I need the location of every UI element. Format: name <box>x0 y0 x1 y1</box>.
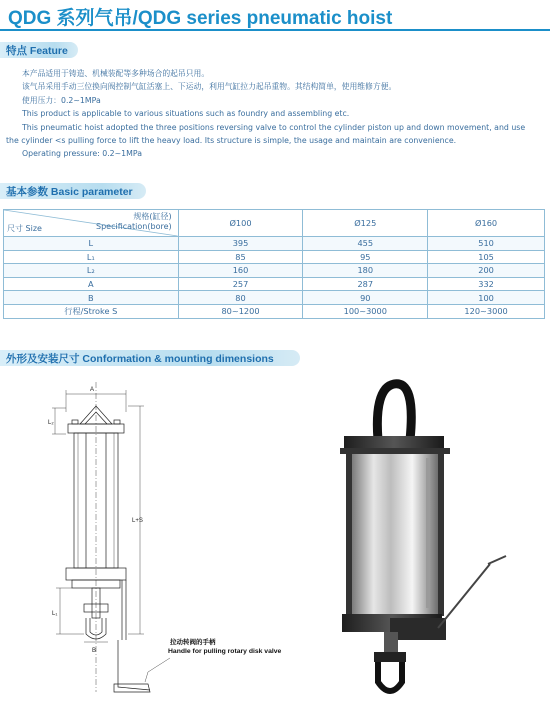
row-label: L₁ <box>4 250 179 264</box>
table-cell: 100~3000 <box>303 304 428 318</box>
table-cell: 95 <box>303 250 428 264</box>
row-label: L₂ <box>4 264 179 278</box>
column-header: Ø125 <box>303 210 428 237</box>
page-title <box>8 3 392 30</box>
table-cell: 332 <box>428 277 545 291</box>
table-row <box>4 291 545 305</box>
feature-line: 使用压力：0.2~1MPa <box>22 95 101 105</box>
table-cell: 257 <box>178 277 303 291</box>
dim-a-label: A <box>90 387 95 393</box>
hoist-photo <box>330 378 530 708</box>
table-corner-cell <box>4 210 179 237</box>
dim-ls-label: L+S <box>132 518 143 524</box>
table-row <box>4 237 545 251</box>
table-cell: 200 <box>428 264 545 278</box>
feature-line: 该气吊采用手动三位换向阀控制气缸活塞上、下运动，利用气缸拉力起吊重物。其结构简单，使用维修方便。 <box>22 82 397 92</box>
feature-line: the cylinder <s pulling force to lift the heavy load. Its structure is simple, the usage and maintain are convenience. <box>6 136 457 146</box>
table-row <box>4 250 545 264</box>
basic-heading: 基本参数 Basic parameter <box>0 183 150 199</box>
row-label: B <box>4 291 179 305</box>
table-cell: 80 <box>178 291 303 305</box>
handle-note-cn: 拉动转阀的手柄 <box>170 638 216 646</box>
row-label: L <box>4 237 179 251</box>
table-row <box>4 277 545 291</box>
table-cell: 120~3000 <box>428 304 545 318</box>
table-header-row <box>4 210 545 237</box>
table-cell: 90 <box>303 291 428 305</box>
title-cn: QDG 系列气吊/ <box>8 8 138 29</box>
parameter-table <box>3 209 545 319</box>
feature-line: This pneumatic hoist adopted the three positions reversing valve to control the cylinder piston up and down movement, and use <box>22 122 526 132</box>
corner-size: 尺寸 Size <box>7 224 42 233</box>
title-underline <box>0 29 550 31</box>
table-cell: 510 <box>428 237 545 251</box>
column-header: Ø100 <box>178 210 303 237</box>
table-cell: 287 <box>303 277 428 291</box>
feature-line: Operating pressure: 0.2~1MPa <box>22 149 142 159</box>
row-label: A <box>4 277 179 291</box>
table-cell: 80~1200 <box>178 304 303 318</box>
feature-text <box>0 67 546 161</box>
row-label: 行程/Stroke S <box>4 304 179 318</box>
table-cell: 160 <box>178 264 303 278</box>
feature-line: This product is applicable to various situations such as foundry and assembling etc. <box>22 109 350 119</box>
table-cell: 100 <box>428 291 545 305</box>
dim-b-label: B <box>92 648 97 654</box>
feature-heading: 特点 Feature <box>0 42 150 58</box>
table-cell: 395 <box>178 237 303 251</box>
dim-l2-label: L₂ <box>48 420 54 426</box>
table-row <box>4 304 545 318</box>
table-cell: 180 <box>303 264 428 278</box>
table-cell: 105 <box>428 250 545 264</box>
table-cell: 85 <box>178 250 303 264</box>
table-row <box>4 264 545 278</box>
table-cell: 455 <box>303 237 428 251</box>
column-header: Ø160 <box>428 210 545 237</box>
feature-line: 本产品适用于铸造、机械装配等多种场合的起吊只用。 <box>22 69 210 78</box>
dim-l1-label: L₁ <box>52 611 58 617</box>
conformation-heading: 外形及安装尺寸 Conformation & mounting dimensions <box>0 350 150 366</box>
handle-note-en: Handle for pulling rotary disk valve <box>168 648 282 655</box>
corner-spec-en: Specification(bore) <box>96 222 172 231</box>
title-en: QDG series pneumatic hoist <box>137 8 393 29</box>
corner-spec-cn: 规格(缸径) <box>133 212 172 221</box>
